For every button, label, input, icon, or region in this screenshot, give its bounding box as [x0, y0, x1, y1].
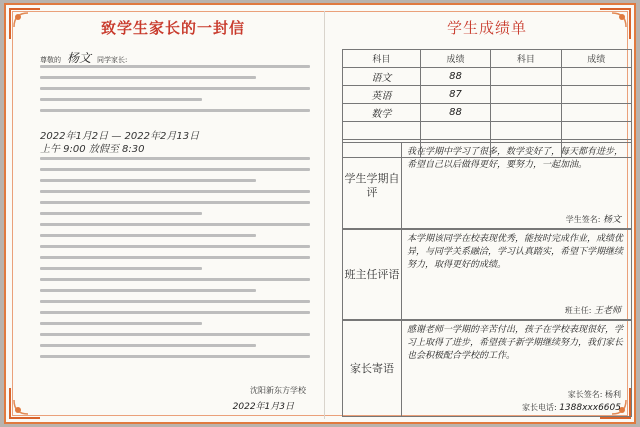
header-score-2: 成绩 [561, 50, 631, 68]
subject-cell: 英语 [343, 86, 421, 104]
parent-phone-label: 家长电话: [521, 403, 557, 412]
parent-phone [522, 402, 621, 413]
student-name-handwritten: 杨文 [67, 51, 92, 65]
teacher-eval-text: 本学期该同学在校表现优秀，能按时完成作业，成绩优异，与同学关系融洽，学习认真踏实，希望下学期继续努力，取得更好的成绩。 [407, 234, 624, 270]
subject-cell [491, 86, 561, 104]
subject-cell [343, 122, 421, 140]
subject-cell: 数学 [343, 104, 421, 122]
subject-cell: 语文 [343, 68, 421, 86]
score-cell: 88 [420, 68, 490, 86]
parent-sign-label: 家长签名: [567, 390, 603, 399]
parent-sign-value: 杨利 [605, 390, 621, 399]
grades-header-row [343, 50, 632, 68]
student-sign-value: 杨文 [602, 215, 621, 225]
salutation-prefix: 尊敬的 [40, 56, 61, 64]
teacher-eval-box [342, 229, 632, 320]
student-signature [566, 212, 621, 225]
letter-body-part1 [40, 65, 310, 120]
score-cell: 88 [420, 104, 490, 122]
letter-title: 致学生家长的一封信 [100, 19, 245, 37]
holiday-period: 2022年1月2日 — 2022年2月13日 [40, 131, 200, 142]
teacher-signature [565, 303, 621, 316]
teacher-sign-value: 王老师 [593, 306, 621, 316]
header-score: 成绩 [420, 50, 490, 68]
letter-page [32, 15, 314, 420]
subject-cell [491, 68, 561, 86]
salutation [40, 49, 127, 66]
table-row [343, 104, 632, 122]
header-subject-2: 科目 [491, 50, 561, 68]
table-row [343, 86, 632, 104]
parent-msg-box [342, 320, 632, 417]
report-page [342, 15, 632, 420]
score-cell [561, 122, 631, 140]
student-sign-label: 学生签名: [565, 215, 601, 224]
score-cell [561, 86, 631, 104]
score-cell [420, 122, 490, 140]
self-eval-box [342, 142, 632, 229]
salutation-suffix: 同学家长: [97, 56, 128, 64]
teacher-sign-label: 班主任: [564, 306, 592, 315]
holiday-period-2: 上午 9:00 放假至 8:30 [40, 144, 145, 155]
parent-msg-label: 家长寄语 [343, 321, 402, 416]
self-eval-label: 学生学期自评 [343, 143, 402, 228]
page-fold [324, 11, 325, 419]
score-cell [561, 104, 631, 122]
table-row [343, 122, 632, 140]
teacher-eval-label: 班主任评语 [343, 230, 402, 319]
score-cell: 87 [420, 86, 490, 104]
score-cell [561, 68, 631, 86]
school-name: 沈阳新东方学校 [250, 386, 306, 395]
report-sheet [4, 3, 636, 424]
parent-phone-value: 1388xxx6605 [559, 403, 621, 413]
parent-msg-text: 感谢老师一学期的辛苦付出，孩子在学校表现很好，学习上取得了进步，希望孩子新学期继续努力，我们家长也会积极配合学校的工作。 [407, 325, 624, 361]
report-title: 学生成绩单 [446, 19, 527, 37]
subject-cell [491, 122, 561, 140]
table-row [343, 68, 632, 86]
subject-cell [491, 104, 561, 122]
letter-body-part2 [40, 157, 310, 366]
letter-date: 2022年1月3日 [232, 402, 294, 412]
self-eval-text: 我在学期中学习了很多，数学变好了，每天都有进步，希望自己以后做得更好，要努力，一起加油。 [407, 147, 624, 170]
header-subject: 科目 [343, 50, 421, 68]
parent-signature [568, 389, 621, 400]
